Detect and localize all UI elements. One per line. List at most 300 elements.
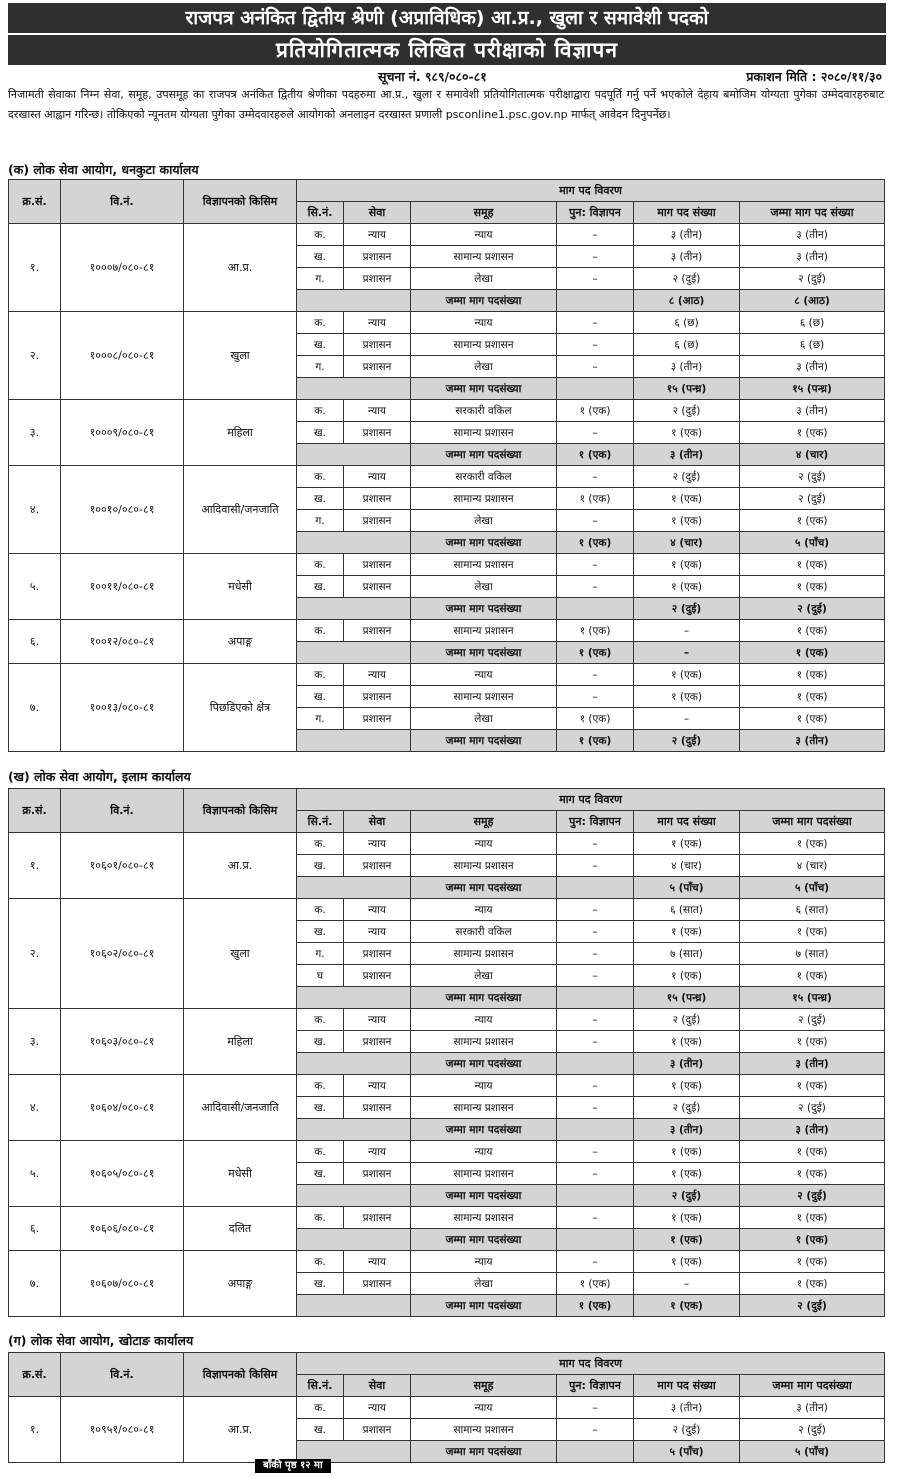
header-ad-type: विज्ञापनको किसिम — [184, 789, 297, 833]
row-demand: १ (एक) — [634, 965, 740, 987]
row-readvertisement: १ (एक) — [557, 400, 634, 422]
row-total-demand: १ (एक) — [740, 510, 885, 532]
total-readvertisement — [557, 378, 634, 400]
row-group: लेखा — [411, 576, 557, 598]
ad-number: १०६०७/०८०-८१ — [61, 1251, 184, 1317]
table-row — [9, 312, 885, 334]
ad-serial: ६. — [9, 620, 61, 664]
row-demand: १ (एक) — [634, 488, 740, 510]
ad-type: पिछडिएको क्षेत्र — [184, 664, 297, 752]
row-readvertisement: १ (एक) — [557, 1273, 634, 1295]
header-demand-detail: माग पद विवरण — [297, 789, 885, 811]
total-demand: ३ (तीन) — [634, 444, 740, 466]
ad-number: १०६०५/०८०-८१ — [61, 1141, 184, 1207]
header-readvertisement: पुन: विज्ञापन — [557, 811, 634, 833]
total-demand: २ (दुई) — [634, 598, 740, 620]
total-spacer — [297, 642, 411, 664]
row-sub-sn: ख. — [297, 1163, 344, 1185]
total-overall: १ (एक) — [740, 642, 885, 664]
table-row — [9, 400, 885, 422]
row-sub-sn: क. — [297, 1397, 344, 1419]
row-demand: ७ (सात) — [634, 943, 740, 965]
row-total-demand: १ (एक) — [740, 664, 885, 686]
total-label: जम्मा माग पदसंख्या — [411, 1119, 557, 1141]
total-overall: ५ (पाँच) — [740, 877, 885, 899]
row-group: सामान्य प्रशासन — [411, 1097, 557, 1119]
total-spacer — [297, 987, 411, 1009]
row-readvertisement: – — [557, 422, 634, 444]
row-sub-sn: घ — [297, 965, 344, 987]
section-heading-ga: (ग) लोक सेवा आयोग, खोटाङ कार्यालय — [8, 1333, 194, 1348]
total-spacer — [297, 598, 411, 620]
ad-serial: ५. — [9, 554, 61, 620]
row-sub-sn: ख. — [297, 1097, 344, 1119]
row-total-demand: २ (दुई) — [740, 1009, 885, 1031]
row-service: प्रशासन — [344, 1163, 411, 1185]
row-total-demand: ३ (तीन) — [740, 224, 885, 246]
row-group: न्याय — [411, 664, 557, 686]
row-group: सामान्य प्रशासन — [411, 1031, 557, 1053]
ad-number: १०००९/०८०-८१ — [61, 400, 184, 466]
total-label: जम्मा माग पदसंख्या — [411, 987, 557, 1009]
ad-type: आ.प्र. — [184, 833, 297, 899]
table-khotang — [8, 1352, 885, 1463]
total-spacer — [297, 1185, 411, 1207]
total-demand: १५ (पन्ध्र) — [634, 987, 740, 1009]
row-group: सामान्य प्रशासन — [411, 246, 557, 268]
row-demand: १ (एक) — [634, 921, 740, 943]
total-overall: ३ (तीन) — [740, 730, 885, 752]
row-service: न्याय — [344, 1009, 411, 1031]
row-sub-sn: क. — [297, 1075, 344, 1097]
ad-type: मधेसी — [184, 554, 297, 620]
row-readvertisement: – — [557, 1009, 634, 1031]
row-service: प्रशासन — [344, 488, 411, 510]
row-total-demand: २ (दुई) — [740, 1097, 885, 1119]
row-demand: ६ (छ) — [634, 334, 740, 356]
ad-type: खुला — [184, 899, 297, 1009]
row-service: प्रशासन — [344, 1419, 411, 1441]
section-heading-ka: (क) लोक सेवा आयोग, धनकुटा कार्यालय — [8, 162, 199, 177]
header-demand-detail: माग पद विवरण — [297, 180, 885, 202]
row-total-demand: ४ (चार) — [740, 855, 885, 877]
row-demand: १ (एक) — [634, 1031, 740, 1053]
total-overall: ८ (आठ) — [740, 290, 885, 312]
total-label: जम्मा माग पदसंख्या — [411, 730, 557, 752]
row-group: न्याय — [411, 833, 557, 855]
header-sn: क्र.सं. — [9, 180, 61, 224]
header-ad-type: विज्ञापनको किसिम — [184, 1353, 297, 1397]
total-readvertisement — [557, 987, 634, 1009]
row-service: न्याय — [344, 312, 411, 334]
ad-serial: १. — [9, 224, 61, 312]
row-group: सरकारी वकिल — [411, 921, 557, 943]
row-total-demand: १ (एक) — [740, 554, 885, 576]
row-group: लेखा — [411, 356, 557, 378]
row-readvertisement: – — [557, 356, 634, 378]
row-group: न्याय — [411, 899, 557, 921]
total-demand: १ (एक) — [634, 1229, 740, 1251]
header-sub-sn: सि.नं. — [297, 1375, 344, 1397]
row-service: प्रशासन — [344, 576, 411, 598]
row-total-demand: ६ (सात) — [740, 899, 885, 921]
row-demand: ३ (तीन) — [634, 1397, 740, 1419]
table-dhankuta — [8, 179, 885, 752]
total-readvertisement: १ (एक) — [557, 532, 634, 554]
row-readvertisement: – — [557, 510, 634, 532]
row-sub-sn: क. — [297, 620, 344, 642]
total-label: जम्मा माग पदसंख्या — [411, 290, 557, 312]
row-readvertisement: – — [557, 686, 634, 708]
total-readvertisement: १ (एक) — [557, 444, 634, 466]
ad-number: १०९५१/०८०-८१ — [61, 1397, 184, 1463]
total-overall: २ (दुई) — [740, 1185, 885, 1207]
row-demand: २ (दुई) — [634, 400, 740, 422]
row-readvertisement: – — [557, 246, 634, 268]
total-label: जम्मा माग पदसंख्या — [411, 532, 557, 554]
row-sub-sn: ख. — [297, 921, 344, 943]
total-demand: २ (दुई) — [634, 730, 740, 752]
row-sub-sn: ख. — [297, 1419, 344, 1441]
row-total-demand: १ (एक) — [740, 965, 885, 987]
row-readvertisement: – — [557, 1397, 634, 1419]
row-sub-sn: क. — [297, 466, 344, 488]
row-service: प्रशासन — [344, 1097, 411, 1119]
total-spacer — [297, 532, 411, 554]
row-service: प्रशासन — [344, 1273, 411, 1295]
total-demand: १ (एक) — [634, 1295, 740, 1317]
row-group: सामान्य प्रशासन — [411, 334, 557, 356]
row-sub-sn: ख. — [297, 334, 344, 356]
header-group: समूह — [411, 1375, 557, 1397]
total-readvertisement — [557, 1185, 634, 1207]
total-overall: ५ (पाँच) — [740, 532, 885, 554]
section-heading-kha: (ख) लोक सेवा आयोग, इलाम कार्यालय — [8, 769, 191, 784]
header-sub-sn: सि.नं. — [297, 811, 344, 833]
row-service: प्रशासन — [344, 422, 411, 444]
row-total-demand: २ (दुई) — [740, 466, 885, 488]
intro-paragraph: निजामती सेवाका निम्न सेवा, समूह, उपसमूह का राजपत्र अनंकित द्वितीय श्रेणीका पदहरुमा आ.प्र., खुला र समावेशी प्रतियोगितात्मक परीक्षाद्वारा पदपूर्ति गर्नु पर्ने भएकोले देहाय बमोजिम योग्यता पुगेका उम्मेदवारहरुबाट दरखास्त आह्वान गरिन्छ। तोकिएको न्यूनतम योग्यता पुगेका उम्मेदवारहरुले आयोगको अनलाइन दरखास्त प्रणाली psconline1.psc.gov.np मार्फत् आवेदन दिनुपर्नेछ। — [8, 88, 884, 121]
row-total-demand: १ (एक) — [740, 1273, 885, 1295]
row-sub-sn: क. — [297, 1009, 344, 1031]
row-total-demand: ३ (तीन) — [740, 356, 885, 378]
total-demand: ३ (तीन) — [634, 1053, 740, 1075]
row-service: प्रशासन — [344, 686, 411, 708]
row-service: प्रशासन — [344, 1207, 411, 1229]
publication-date: प्रकाशन मिति : २०८०/११/३० — [746, 69, 882, 84]
row-readvertisement: – — [557, 833, 634, 855]
ad-number: १०६०१/०८०-८१ — [61, 833, 184, 899]
row-service: प्रशासन — [344, 268, 411, 290]
ad-serial: २. — [9, 899, 61, 1009]
row-group: लेखा — [411, 1273, 557, 1295]
row-readvertisement: – — [557, 554, 634, 576]
row-sub-sn: क. — [297, 1251, 344, 1273]
row-group: सामान्य प्रशासन — [411, 620, 557, 642]
total-overall: ३ (तीन) — [740, 1053, 885, 1075]
row-sub-sn: ख. — [297, 1031, 344, 1053]
row-total-demand: ३ (तीन) — [740, 400, 885, 422]
row-service: प्रशासन — [344, 356, 411, 378]
row-readvertisement: – — [557, 224, 634, 246]
row-readvertisement: – — [557, 1251, 634, 1273]
ad-serial: १. — [9, 833, 61, 899]
row-demand: १ (एक) — [634, 1141, 740, 1163]
header-group: समूह — [411, 811, 557, 833]
row-sub-sn: क. — [297, 554, 344, 576]
row-service: प्रशासन — [344, 943, 411, 965]
ad-type: आदिवासी/जनजाति — [184, 1075, 297, 1141]
row-demand: ३ (तीन) — [634, 356, 740, 378]
total-demand: ५ (पाँच) — [634, 1441, 740, 1463]
row-total-demand: ७ (सात) — [740, 943, 885, 965]
table-row — [9, 224, 885, 246]
row-group: न्याय — [411, 1397, 557, 1419]
total-demand: २ (दुई) — [634, 1185, 740, 1207]
total-readvertisement: १ (एक) — [557, 1295, 634, 1317]
row-readvertisement: – — [557, 1075, 634, 1097]
total-spacer — [297, 378, 411, 400]
row-demand: ३ (तीन) — [634, 224, 740, 246]
row-service: न्याय — [344, 833, 411, 855]
ad-number: १०००८/०८०-८१ — [61, 312, 184, 400]
total-readvertisement — [557, 1229, 634, 1251]
header-demand-count: माग पद संख्या — [634, 202, 740, 224]
header-total-demand: जम्मा माग पद संख्या — [740, 202, 885, 224]
row-readvertisement: १ (एक) — [557, 708, 634, 730]
header-sub-sn: सि.नं. — [297, 202, 344, 224]
header-readvertisement: पुन: विज्ञापन — [557, 1375, 634, 1397]
row-demand: २ (दुई) — [634, 1097, 740, 1119]
table-row — [9, 1397, 885, 1419]
row-demand: १ (एक) — [634, 1251, 740, 1273]
header-service: सेवा — [344, 202, 411, 224]
ad-serial: ५. — [9, 1141, 61, 1207]
table-row — [9, 466, 885, 488]
row-group: सामान्य प्रशासन — [411, 554, 557, 576]
total-spacer — [297, 1119, 411, 1141]
total-label: जम्मा माग पदसंख्या — [411, 444, 557, 466]
ad-number: १०००७/०८०-८१ — [61, 224, 184, 312]
row-total-demand: १ (एक) — [740, 1075, 885, 1097]
total-readvertisement — [557, 877, 634, 899]
continued-note: बाँकी पृष्ठ १२ मा — [255, 1459, 331, 1473]
ad-number: १०६०३/०८०-८१ — [61, 1009, 184, 1075]
row-sub-sn: क. — [297, 400, 344, 422]
total-demand: ४ (चार) — [634, 532, 740, 554]
total-readvertisement — [557, 290, 634, 312]
row-total-demand: १ (एक) — [740, 833, 885, 855]
ad-serial: ६. — [9, 1207, 61, 1251]
row-group: लेखा — [411, 965, 557, 987]
row-total-demand: १ (एक) — [740, 1163, 885, 1185]
total-readvertisement — [557, 1119, 634, 1141]
row-demand: १ (एक) — [634, 510, 740, 532]
row-service: प्रशासन — [344, 708, 411, 730]
row-sub-sn: ग. — [297, 356, 344, 378]
row-sub-sn: क. — [297, 664, 344, 686]
total-overall: १ (एक) — [740, 1229, 885, 1251]
row-total-demand: १ (एक) — [740, 1031, 885, 1053]
header-ad-number: वि.नं. — [61, 180, 184, 224]
ad-serial: ४. — [9, 1075, 61, 1141]
total-overall: ५ (पाँच) — [740, 1441, 885, 1463]
ad-number: १०६०४/०८०-८१ — [61, 1075, 184, 1141]
total-readvertisement: १ (एक) — [557, 730, 634, 752]
row-group: सामान्य प्रशासन — [411, 1419, 557, 1441]
row-readvertisement: – — [557, 1419, 634, 1441]
row-service: प्रशासन — [344, 554, 411, 576]
notice-number: सूचना नं. ९८९/०८०-८१ — [378, 69, 487, 84]
row-demand: २ (दुई) — [634, 1009, 740, 1031]
row-group: लेखा — [411, 510, 557, 532]
row-sub-sn: ख. — [297, 576, 344, 598]
table-row — [9, 1075, 885, 1097]
row-sub-sn: ख. — [297, 855, 344, 877]
row-readvertisement: – — [557, 312, 634, 334]
header-sn: क्र.सं. — [9, 1353, 61, 1397]
ad-number: १०६०६/०८०-८१ — [61, 1207, 184, 1251]
row-group: न्याय — [411, 1075, 557, 1097]
total-label: जम्मा माग पदसंख्या — [411, 1295, 557, 1317]
ad-type: आ.प्र. — [184, 224, 297, 312]
row-sub-sn: क. — [297, 224, 344, 246]
row-sub-sn: क. — [297, 312, 344, 334]
ad-number: १००१३/०८०-८१ — [61, 664, 184, 752]
row-sub-sn: ख. — [297, 1273, 344, 1295]
header-readvertisement: पुन: विज्ञापन — [557, 202, 634, 224]
row-group: न्याय — [411, 312, 557, 334]
row-demand: ६ (छ) — [634, 312, 740, 334]
row-group: सामान्य प्रशासन — [411, 488, 557, 510]
ad-number: १००१२/०८०-८१ — [61, 620, 184, 664]
total-label: जम्मा माग पदसंख्या — [411, 1229, 557, 1251]
ad-serial: ४. — [9, 466, 61, 554]
ad-serial: ७. — [9, 1251, 61, 1317]
row-total-demand: २ (दुई) — [740, 1419, 885, 1441]
total-demand: १५ (पन्ध्र) — [634, 378, 740, 400]
total-demand: ३ (तीन) — [634, 1119, 740, 1141]
row-service: न्याय — [344, 1397, 411, 1419]
total-spacer — [297, 877, 411, 899]
row-group: सामान्य प्रशासन — [411, 686, 557, 708]
table-row — [9, 664, 885, 686]
total-label: जम्मा माग पदसंख्या — [411, 1441, 557, 1463]
row-sub-sn: क. — [297, 833, 344, 855]
total-label: जम्मा माग पदसंख्या — [411, 1185, 557, 1207]
total-label: जम्मा माग पदसंख्या — [411, 877, 557, 899]
row-readvertisement: १ (एक) — [557, 620, 634, 642]
title-line-1: राजपत्र अनंकित द्वितीय श्रेणी (अप्राविधिक) आ.प्र., खुला र समावेशी पदको — [8, 3, 886, 33]
total-overall: ३ (तीन) — [740, 1119, 885, 1141]
total-spacer — [297, 1229, 411, 1251]
row-total-demand: १ (एक) — [740, 708, 885, 730]
row-total-demand: १ (एक) — [740, 620, 885, 642]
row-group: न्याय — [411, 1251, 557, 1273]
total-overall: २ (दुई) — [740, 1295, 885, 1317]
row-service: प्रशासन — [344, 855, 411, 877]
header-ad-number: वि.नं. — [61, 1353, 184, 1397]
row-service: न्याय — [344, 1251, 411, 1273]
row-total-demand: १ (एक) — [740, 422, 885, 444]
total-spacer — [297, 290, 411, 312]
row-service: प्रशासन — [344, 334, 411, 356]
row-readvertisement: – — [557, 1141, 634, 1163]
table-row — [9, 1009, 885, 1031]
row-readvertisement: – — [557, 576, 634, 598]
total-overall: ४ (चार) — [740, 444, 885, 466]
ad-type: आ.प्र. — [184, 1397, 297, 1463]
row-service: न्याय — [344, 899, 411, 921]
ad-serial: ३. — [9, 1009, 61, 1075]
row-demand: – — [634, 620, 740, 642]
row-service: प्रशासन — [344, 1031, 411, 1053]
row-readvertisement: – — [557, 1097, 634, 1119]
table-row — [9, 1251, 885, 1273]
row-demand: २ (दुई) — [634, 1419, 740, 1441]
total-readvertisement — [557, 1441, 634, 1463]
header-demand-detail: माग पद विवरण — [297, 1353, 885, 1375]
row-demand: ३ (तीन) — [634, 246, 740, 268]
row-group: सामान्य प्रशासन — [411, 943, 557, 965]
header-sn: क्र.सं. — [9, 789, 61, 833]
ad-number: १०६०२/०८०-८१ — [61, 899, 184, 1009]
row-demand: ४ (चार) — [634, 855, 740, 877]
total-demand: ५ (पाँच) — [634, 877, 740, 899]
row-readvertisement: – — [557, 1031, 634, 1053]
row-demand: – — [634, 1273, 740, 1295]
row-total-demand: १ (एक) — [740, 686, 885, 708]
row-demand: १ (एक) — [634, 1163, 740, 1185]
header-service: सेवा — [344, 1375, 411, 1397]
row-service: न्याय — [344, 664, 411, 686]
total-overall: १५ (पन्ध्र) — [740, 378, 885, 400]
row-service: न्याय — [344, 224, 411, 246]
row-service: न्याय — [344, 1141, 411, 1163]
row-demand: १ (एक) — [634, 833, 740, 855]
row-readvertisement: – — [557, 921, 634, 943]
row-demand: १ (एक) — [634, 1207, 740, 1229]
row-demand: १ (एक) — [634, 576, 740, 598]
ad-type: खुला — [184, 312, 297, 400]
row-demand: २ (दुई) — [634, 268, 740, 290]
row-total-demand: ६ (छ) — [740, 334, 885, 356]
row-group: न्याय — [411, 224, 557, 246]
table-row — [9, 1207, 885, 1229]
row-readvertisement: – — [557, 664, 634, 686]
row-readvertisement: – — [557, 899, 634, 921]
row-sub-sn: क. — [297, 1141, 344, 1163]
row-service: प्रशासन — [344, 620, 411, 642]
row-sub-sn: ख. — [297, 246, 344, 268]
row-total-demand: ६ (छ) — [740, 312, 885, 334]
table-row — [9, 833, 885, 855]
row-service: न्याय — [344, 921, 411, 943]
header-demand-count: माग पद संख्या — [634, 811, 740, 833]
ad-type: अपाङ्ग — [184, 620, 297, 664]
row-total-demand: १ (एक) — [740, 1207, 885, 1229]
title-line-2: प्रतियोगितात्मक लिखित परीक्षाको विज्ञापन — [8, 35, 886, 65]
row-total-demand: २ (दुई) — [740, 268, 885, 290]
row-total-demand: १ (एक) — [740, 1141, 885, 1163]
table-row — [9, 620, 885, 642]
row-sub-sn: ग. — [297, 943, 344, 965]
table-row — [9, 554, 885, 576]
row-readvertisement: – — [557, 943, 634, 965]
total-readvertisement: १ (एक) — [557, 642, 634, 664]
total-label: जम्मा माग पदसंख्या — [411, 598, 557, 620]
row-demand: – — [634, 708, 740, 730]
